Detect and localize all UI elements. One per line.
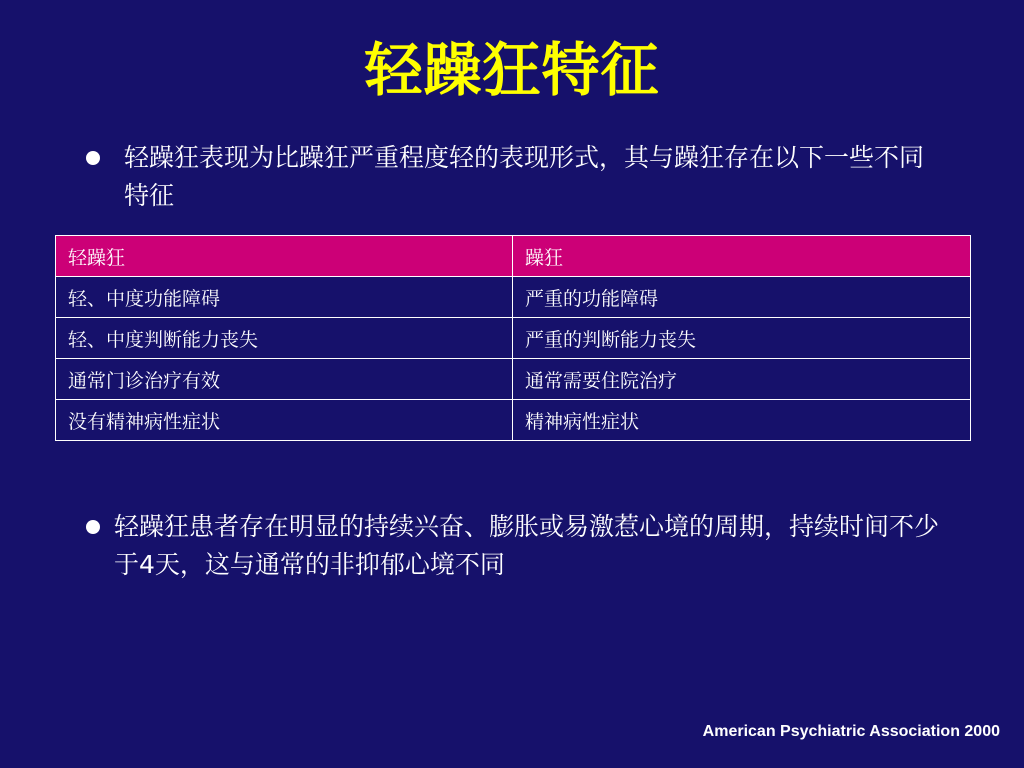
comparison-table xyxy=(55,235,971,441)
table-row xyxy=(56,400,971,441)
table-cell: 精神病性症状 xyxy=(513,400,971,441)
bullet-item-1 xyxy=(86,139,946,215)
table-cell: 严重的功能障碍 xyxy=(513,277,971,318)
table-row xyxy=(56,277,971,318)
table-cell: 通常需要住院治疗 xyxy=(513,359,971,400)
table-header-row xyxy=(56,236,971,277)
table-row xyxy=(56,318,971,359)
bullet-dot-icon xyxy=(86,151,100,165)
table-row xyxy=(56,359,971,400)
table-header-mania: 躁狂 xyxy=(513,236,971,277)
bullet-dot-icon xyxy=(86,520,100,534)
table-cell: 严重的判断能力丧失 xyxy=(513,318,971,359)
table-cell: 没有精神病性症状 xyxy=(56,400,513,441)
source-footer: American Psychiatric Association 2000 xyxy=(702,723,1000,740)
comparison-table-container xyxy=(55,235,970,441)
table-cell: 轻、中度判断能力丧失 xyxy=(56,318,513,359)
bullet-text-1: 轻躁狂表现为比躁狂严重程度轻的表现形式，其与躁狂存在以下一些不同特征 xyxy=(124,143,925,210)
table-cell: 通常门诊治疗有效 xyxy=(56,359,513,400)
table-cell: 轻、中度功能障碍 xyxy=(56,277,513,318)
bullet-text-2: 轻躁狂患者存在明显的持续兴奋、膨胀或易激惹心境的周期，持续时间不少于4天，这与通常的非抑郁心境不同 xyxy=(114,512,940,579)
slide-title: 轻躁狂特征 xyxy=(364,36,660,104)
bullet-item-2 xyxy=(86,508,956,584)
table-header-hypomania: 轻躁狂 xyxy=(56,236,513,277)
